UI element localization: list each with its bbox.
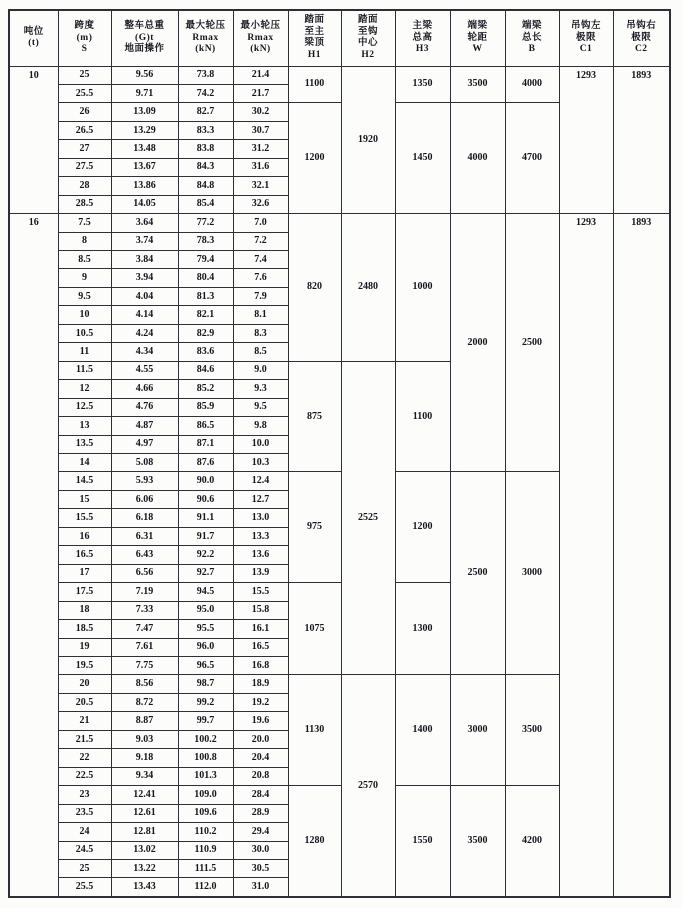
total-weight-cell: 9.71 bbox=[111, 84, 178, 102]
table-row bbox=[9, 214, 670, 232]
span-cell: 17 bbox=[58, 564, 111, 582]
total-weight-cell: 12.81 bbox=[111, 823, 178, 841]
span-cell: 8.5 bbox=[58, 251, 111, 269]
span-cell: 22 bbox=[58, 749, 111, 767]
span-cell: 12 bbox=[58, 380, 111, 398]
span-cell: 10.5 bbox=[58, 324, 111, 342]
w-group-cell: 2500 bbox=[450, 472, 505, 675]
span-cell: 18 bbox=[58, 601, 111, 619]
min-wheel-load-cell: 7.0 bbox=[233, 214, 288, 232]
min-wheel-load-cell: 20.0 bbox=[233, 730, 288, 748]
column-header-c2 bbox=[613, 10, 670, 66]
span-cell: 13.5 bbox=[58, 435, 111, 453]
span-cell: 9.5 bbox=[58, 287, 111, 305]
h1-group-cell: 1075 bbox=[288, 583, 341, 675]
min-wheel-load-cell: 16.5 bbox=[233, 638, 288, 656]
total-weight-cell: 5.08 bbox=[111, 454, 178, 472]
total-weight-cell: 4.76 bbox=[111, 398, 178, 416]
max-wheel-load-cell: 100.2 bbox=[178, 730, 233, 748]
span-cell: 19 bbox=[58, 638, 111, 656]
max-wheel-load-cell: 91.1 bbox=[178, 509, 233, 527]
span-cell: 11 bbox=[58, 343, 111, 361]
h1-group-cell: 1130 bbox=[288, 675, 341, 786]
header-line: 踏面 bbox=[304, 15, 325, 26]
max-wheel-load-cell: 110.2 bbox=[178, 823, 233, 841]
max-wheel-load-cell: 109.6 bbox=[178, 804, 233, 822]
header-line: 轮距 bbox=[467, 32, 488, 43]
header-line: (kN) bbox=[195, 43, 216, 54]
max-wheel-load-cell: 92.7 bbox=[178, 564, 233, 582]
max-wheel-load-cell: 84.8 bbox=[178, 177, 233, 195]
span-cell: 12.5 bbox=[58, 398, 111, 416]
span-cell: 26.5 bbox=[58, 121, 111, 139]
span-cell: 15 bbox=[58, 490, 111, 508]
b-group-cell: 3500 bbox=[505, 675, 559, 786]
max-wheel-load-cell: 85.9 bbox=[178, 398, 233, 416]
max-wheel-load-cell: 95.5 bbox=[178, 620, 233, 638]
header-line: (G)t bbox=[135, 32, 154, 43]
w-group-cell: 3500 bbox=[450, 786, 505, 897]
min-wheel-load-cell: 10.3 bbox=[233, 454, 288, 472]
column-header-w bbox=[450, 10, 505, 66]
h2-group-cell: 1920 bbox=[341, 66, 395, 214]
total-weight-cell: 8.72 bbox=[111, 693, 178, 711]
min-wheel-load-cell: 31.6 bbox=[233, 158, 288, 176]
max-wheel-load-cell: 98.7 bbox=[178, 675, 233, 693]
max-wheel-load-cell: 73.8 bbox=[178, 66, 233, 84]
total-weight-cell: 13.09 bbox=[111, 103, 178, 121]
span-cell: 8 bbox=[58, 232, 111, 250]
total-weight-cell: 4.55 bbox=[111, 361, 178, 379]
header-line: 极限 bbox=[575, 32, 596, 43]
header-line: W bbox=[472, 43, 483, 54]
header-line: Rmax bbox=[247, 32, 274, 43]
header-line: 极限 bbox=[631, 32, 652, 43]
header-line: 总长 bbox=[521, 32, 542, 43]
total-weight-cell: 14.05 bbox=[111, 195, 178, 213]
total-weight-cell: 13.29 bbox=[111, 121, 178, 139]
total-weight-cell: 4.87 bbox=[111, 417, 178, 435]
c1-cell: 1293 bbox=[559, 66, 613, 214]
min-wheel-load-cell: 8.1 bbox=[233, 306, 288, 324]
max-wheel-load-cell: 82.9 bbox=[178, 324, 233, 342]
header-line: 整车总重 bbox=[124, 21, 165, 32]
table-header bbox=[9, 10, 670, 66]
header-line: 最大轮压 bbox=[185, 21, 226, 32]
max-wheel-load-cell: 87.1 bbox=[178, 435, 233, 453]
min-wheel-load-cell: 30.0 bbox=[233, 841, 288, 859]
header-line: 吊钩右 bbox=[626, 21, 657, 32]
column-header-c1 bbox=[559, 10, 613, 66]
max-wheel-load-cell: 99.7 bbox=[178, 712, 233, 730]
column-header-b bbox=[505, 10, 559, 66]
h1-group-cell: 1280 bbox=[288, 786, 341, 897]
min-wheel-load-cell: 13.3 bbox=[233, 527, 288, 545]
header-line: (t) bbox=[28, 38, 40, 49]
span-cell: 25.5 bbox=[58, 878, 111, 897]
span-cell: 22.5 bbox=[58, 767, 111, 785]
span-cell: 9 bbox=[58, 269, 111, 287]
total-weight-cell: 6.56 bbox=[111, 564, 178, 582]
b-group-cell: 4200 bbox=[505, 786, 559, 897]
h2-group-cell: 2570 bbox=[341, 675, 395, 897]
max-wheel-load-cell: 79.4 bbox=[178, 251, 233, 269]
max-wheel-load-cell: 83.8 bbox=[178, 140, 233, 158]
header-line: (m) bbox=[76, 32, 93, 43]
h3-group-cell: 1200 bbox=[395, 472, 450, 583]
max-wheel-load-cell: 99.2 bbox=[178, 693, 233, 711]
min-wheel-load-cell: 8.3 bbox=[233, 324, 288, 342]
min-wheel-load-cell: 16.1 bbox=[233, 620, 288, 638]
max-wheel-load-cell: 82.1 bbox=[178, 306, 233, 324]
h1-group-cell: 1100 bbox=[288, 66, 341, 103]
span-cell: 14 bbox=[58, 454, 111, 472]
w-group-cell: 4000 bbox=[450, 103, 505, 214]
max-wheel-load-cell: 112.0 bbox=[178, 878, 233, 897]
span-cell: 15.5 bbox=[58, 509, 111, 527]
min-wheel-load-cell: 12.7 bbox=[233, 490, 288, 508]
h3-group-cell: 1300 bbox=[395, 583, 450, 675]
total-weight-cell: 6.31 bbox=[111, 527, 178, 545]
span-cell: 25 bbox=[58, 66, 111, 84]
span-cell: 21.5 bbox=[58, 730, 111, 748]
total-weight-cell: 7.75 bbox=[111, 657, 178, 675]
max-wheel-load-cell: 84.3 bbox=[178, 158, 233, 176]
total-weight-cell: 13.67 bbox=[111, 158, 178, 176]
total-weight-cell: 7.19 bbox=[111, 583, 178, 601]
span-cell: 14.5 bbox=[58, 472, 111, 490]
max-wheel-load-cell: 94.5 bbox=[178, 583, 233, 601]
total-weight-cell: 6.06 bbox=[111, 490, 178, 508]
span-cell: 10 bbox=[58, 306, 111, 324]
header-line: 地面操作 bbox=[124, 43, 165, 54]
span-cell: 19.5 bbox=[58, 657, 111, 675]
min-wheel-load-cell: 20.4 bbox=[233, 749, 288, 767]
column-header-h1 bbox=[288, 10, 341, 66]
total-weight-cell: 4.66 bbox=[111, 380, 178, 398]
max-wheel-load-cell: 101.3 bbox=[178, 767, 233, 785]
min-wheel-load-cell: 21.7 bbox=[233, 84, 288, 102]
min-wheel-load-cell: 13.9 bbox=[233, 564, 288, 582]
min-wheel-load-cell: 19.6 bbox=[233, 712, 288, 730]
min-wheel-load-cell: 7.6 bbox=[233, 269, 288, 287]
total-weight-cell: 9.56 bbox=[111, 66, 178, 84]
min-wheel-load-cell: 15.8 bbox=[233, 601, 288, 619]
span-cell: 18.5 bbox=[58, 620, 111, 638]
min-wheel-load-cell: 9.3 bbox=[233, 380, 288, 398]
total-weight-cell: 3.64 bbox=[111, 214, 178, 232]
h3-group-cell: 1100 bbox=[395, 361, 450, 472]
table-body bbox=[9, 66, 670, 897]
min-wheel-load-cell: 13.6 bbox=[233, 546, 288, 564]
span-cell: 7.5 bbox=[58, 214, 111, 232]
total-weight-cell: 4.24 bbox=[111, 324, 178, 342]
max-wheel-load-cell: 91.7 bbox=[178, 527, 233, 545]
header-line: 吊钩左 bbox=[570, 21, 601, 32]
header-line: 中心 bbox=[357, 38, 378, 49]
min-wheel-load-cell: 30.5 bbox=[233, 859, 288, 877]
span-cell: 16.5 bbox=[58, 546, 111, 564]
w-group-cell: 3000 bbox=[450, 675, 505, 786]
min-wheel-load-cell: 13.0 bbox=[233, 509, 288, 527]
max-wheel-load-cell: 109.0 bbox=[178, 786, 233, 804]
c1-cell: 1293 bbox=[559, 214, 613, 897]
header-line: 主梁 bbox=[412, 21, 433, 32]
total-weight-cell: 8.87 bbox=[111, 712, 178, 730]
span-cell: 23 bbox=[58, 786, 111, 804]
header-line: C2 bbox=[634, 43, 648, 54]
max-wheel-load-cell: 96.5 bbox=[178, 657, 233, 675]
max-wheel-load-cell: 84.6 bbox=[178, 361, 233, 379]
max-wheel-load-cell: 110.9 bbox=[178, 841, 233, 859]
h3-group-cell: 1000 bbox=[395, 214, 450, 362]
min-wheel-load-cell: 19.2 bbox=[233, 693, 288, 711]
c2-cell: 1893 bbox=[613, 66, 670, 214]
total-weight-cell: 9.34 bbox=[111, 767, 178, 785]
min-wheel-load-cell: 29.4 bbox=[233, 823, 288, 841]
total-weight-cell: 6.18 bbox=[111, 509, 178, 527]
span-cell: 27 bbox=[58, 140, 111, 158]
span-cell: 17.5 bbox=[58, 583, 111, 601]
total-weight-cell: 5.93 bbox=[111, 472, 178, 490]
max-wheel-load-cell: 80.4 bbox=[178, 269, 233, 287]
total-weight-cell: 3.74 bbox=[111, 232, 178, 250]
max-wheel-load-cell: 82.7 bbox=[178, 103, 233, 121]
b-group-cell: 4700 bbox=[505, 103, 559, 214]
b-group-cell: 3000 bbox=[505, 472, 559, 675]
header-line: 梁顶 bbox=[304, 38, 325, 49]
max-wheel-load-cell: 74.2 bbox=[178, 84, 233, 102]
h1-group-cell: 820 bbox=[288, 214, 341, 362]
header-line: 总高 bbox=[412, 32, 433, 43]
column-header-min-wheel-load bbox=[233, 10, 288, 66]
span-cell: 20 bbox=[58, 675, 111, 693]
min-wheel-load-cell: 32.1 bbox=[233, 177, 288, 195]
header-row bbox=[9, 10, 670, 66]
h1-group-cell: 875 bbox=[288, 361, 341, 472]
span-cell: 26 bbox=[58, 103, 111, 121]
h1-group-cell: 1200 bbox=[288, 103, 341, 214]
total-weight-cell: 3.84 bbox=[111, 251, 178, 269]
header-line: 至钩 bbox=[357, 26, 378, 37]
max-wheel-load-cell: 85.2 bbox=[178, 380, 233, 398]
total-weight-cell: 4.04 bbox=[111, 287, 178, 305]
max-wheel-load-cell: 92.2 bbox=[178, 546, 233, 564]
min-wheel-load-cell: 28.4 bbox=[233, 786, 288, 804]
max-wheel-load-cell: 90.6 bbox=[178, 490, 233, 508]
column-header-max-wheel-load bbox=[178, 10, 233, 66]
header-line: H3 bbox=[415, 43, 430, 54]
max-wheel-load-cell: 78.3 bbox=[178, 232, 233, 250]
min-wheel-load-cell: 16.8 bbox=[233, 657, 288, 675]
max-wheel-load-cell: 77.2 bbox=[178, 214, 233, 232]
min-wheel-load-cell: 9.5 bbox=[233, 398, 288, 416]
total-weight-cell: 4.97 bbox=[111, 435, 178, 453]
header-line: 最小轮压 bbox=[240, 21, 281, 32]
total-weight-cell: 12.41 bbox=[111, 786, 178, 804]
total-weight-cell: 13.86 bbox=[111, 177, 178, 195]
span-cell: 11.5 bbox=[58, 361, 111, 379]
header-line: Rmax bbox=[192, 32, 219, 43]
min-wheel-load-cell: 10.0 bbox=[233, 435, 288, 453]
min-wheel-load-cell: 8.5 bbox=[233, 343, 288, 361]
min-wheel-load-cell: 15.5 bbox=[233, 583, 288, 601]
w-group-cell: 2000 bbox=[450, 214, 505, 472]
h2-group-cell: 2480 bbox=[341, 214, 395, 362]
span-cell: 13 bbox=[58, 417, 111, 435]
column-header-total-weight bbox=[111, 10, 178, 66]
total-weight-cell: 9.03 bbox=[111, 730, 178, 748]
span-cell: 28.5 bbox=[58, 195, 111, 213]
header-line: 端梁 bbox=[467, 21, 488, 32]
min-wheel-load-cell: 18.9 bbox=[233, 675, 288, 693]
c2-cell: 1893 bbox=[613, 214, 670, 897]
min-wheel-load-cell: 9.8 bbox=[233, 417, 288, 435]
max-wheel-load-cell: 111.5 bbox=[178, 859, 233, 877]
min-wheel-load-cell: 31.0 bbox=[233, 878, 288, 897]
tonnage-cell: 16 bbox=[9, 214, 58, 897]
span-cell: 16 bbox=[58, 527, 111, 545]
header-line: 至主 bbox=[304, 26, 325, 37]
min-wheel-load-cell: 7.4 bbox=[233, 251, 288, 269]
total-weight-cell: 13.02 bbox=[111, 841, 178, 859]
total-weight-cell: 12.61 bbox=[111, 804, 178, 822]
span-cell: 27.5 bbox=[58, 158, 111, 176]
header-line: C1 bbox=[579, 43, 593, 54]
total-weight-cell: 13.48 bbox=[111, 140, 178, 158]
column-header-h2 bbox=[341, 10, 395, 66]
total-weight-cell: 6.43 bbox=[111, 546, 178, 564]
h1-group-cell: 975 bbox=[288, 472, 341, 583]
min-wheel-load-cell: 30.7 bbox=[233, 121, 288, 139]
total-weight-cell: 13.43 bbox=[111, 878, 178, 897]
span-cell: 25 bbox=[58, 859, 111, 877]
total-weight-cell: 7.47 bbox=[111, 620, 178, 638]
column-header-tonnage bbox=[9, 10, 58, 66]
max-wheel-load-cell: 83.3 bbox=[178, 121, 233, 139]
min-wheel-load-cell: 21.4 bbox=[233, 66, 288, 84]
total-weight-cell: 13.22 bbox=[111, 859, 178, 877]
min-wheel-load-cell: 28.9 bbox=[233, 804, 288, 822]
max-wheel-load-cell: 95.0 bbox=[178, 601, 233, 619]
min-wheel-load-cell: 9.0 bbox=[233, 361, 288, 379]
w-group-cell: 3500 bbox=[450, 66, 505, 103]
min-wheel-load-cell: 7.2 bbox=[233, 232, 288, 250]
span-cell: 24 bbox=[58, 823, 111, 841]
total-weight-cell: 8.56 bbox=[111, 675, 178, 693]
header-line: 端梁 bbox=[521, 21, 542, 32]
b-group-cell: 2500 bbox=[505, 214, 559, 472]
span-cell: 23.5 bbox=[58, 804, 111, 822]
total-weight-cell: 9.18 bbox=[111, 749, 178, 767]
max-wheel-load-cell: 83.6 bbox=[178, 343, 233, 361]
min-wheel-load-cell: 12.4 bbox=[233, 472, 288, 490]
header-line: 跨度 bbox=[74, 21, 95, 32]
min-wheel-load-cell: 32.6 bbox=[233, 195, 288, 213]
total-weight-cell: 4.14 bbox=[111, 306, 178, 324]
total-weight-cell: 7.33 bbox=[111, 601, 178, 619]
span-cell: 25.5 bbox=[58, 84, 111, 102]
h2-group-cell: 2525 bbox=[341, 361, 395, 675]
span-cell: 24.5 bbox=[58, 841, 111, 859]
header-line: 吨位 bbox=[23, 26, 44, 37]
column-header-span bbox=[58, 10, 111, 66]
span-cell: 20.5 bbox=[58, 693, 111, 711]
total-weight-cell: 4.34 bbox=[111, 343, 178, 361]
total-weight-cell: 7.61 bbox=[111, 638, 178, 656]
span-cell: 28 bbox=[58, 177, 111, 195]
column-header-h3 bbox=[395, 10, 450, 66]
max-wheel-load-cell: 87.6 bbox=[178, 454, 233, 472]
min-wheel-load-cell: 31.2 bbox=[233, 140, 288, 158]
min-wheel-load-cell: 20.8 bbox=[233, 767, 288, 785]
header-line: (kN) bbox=[250, 43, 271, 54]
span-cell: 21 bbox=[58, 712, 111, 730]
crane-spec-table bbox=[8, 9, 671, 898]
h3-group-cell: 1450 bbox=[395, 103, 450, 214]
h3-group-cell: 1550 bbox=[395, 786, 450, 897]
header-line: H1 bbox=[307, 49, 322, 60]
table-row bbox=[9, 66, 670, 84]
max-wheel-load-cell: 86.5 bbox=[178, 417, 233, 435]
max-wheel-load-cell: 96.0 bbox=[178, 638, 233, 656]
h3-group-cell: 1350 bbox=[395, 66, 450, 103]
max-wheel-load-cell: 81.3 bbox=[178, 287, 233, 305]
max-wheel-load-cell: 90.0 bbox=[178, 472, 233, 490]
header-line: 踏面 bbox=[357, 15, 378, 26]
header-line: S bbox=[81, 43, 88, 54]
header-line: H2 bbox=[361, 49, 375, 60]
tonnage-cell: 10 bbox=[9, 66, 58, 214]
max-wheel-load-cell: 85.4 bbox=[178, 195, 233, 213]
header-line: B bbox=[528, 43, 536, 54]
min-wheel-load-cell: 30.2 bbox=[233, 103, 288, 121]
b-group-cell: 4000 bbox=[505, 66, 559, 103]
h3-group-cell: 1400 bbox=[395, 675, 450, 786]
total-weight-cell: 3.94 bbox=[111, 269, 178, 287]
max-wheel-load-cell: 100.8 bbox=[178, 749, 233, 767]
min-wheel-load-cell: 7.9 bbox=[233, 287, 288, 305]
